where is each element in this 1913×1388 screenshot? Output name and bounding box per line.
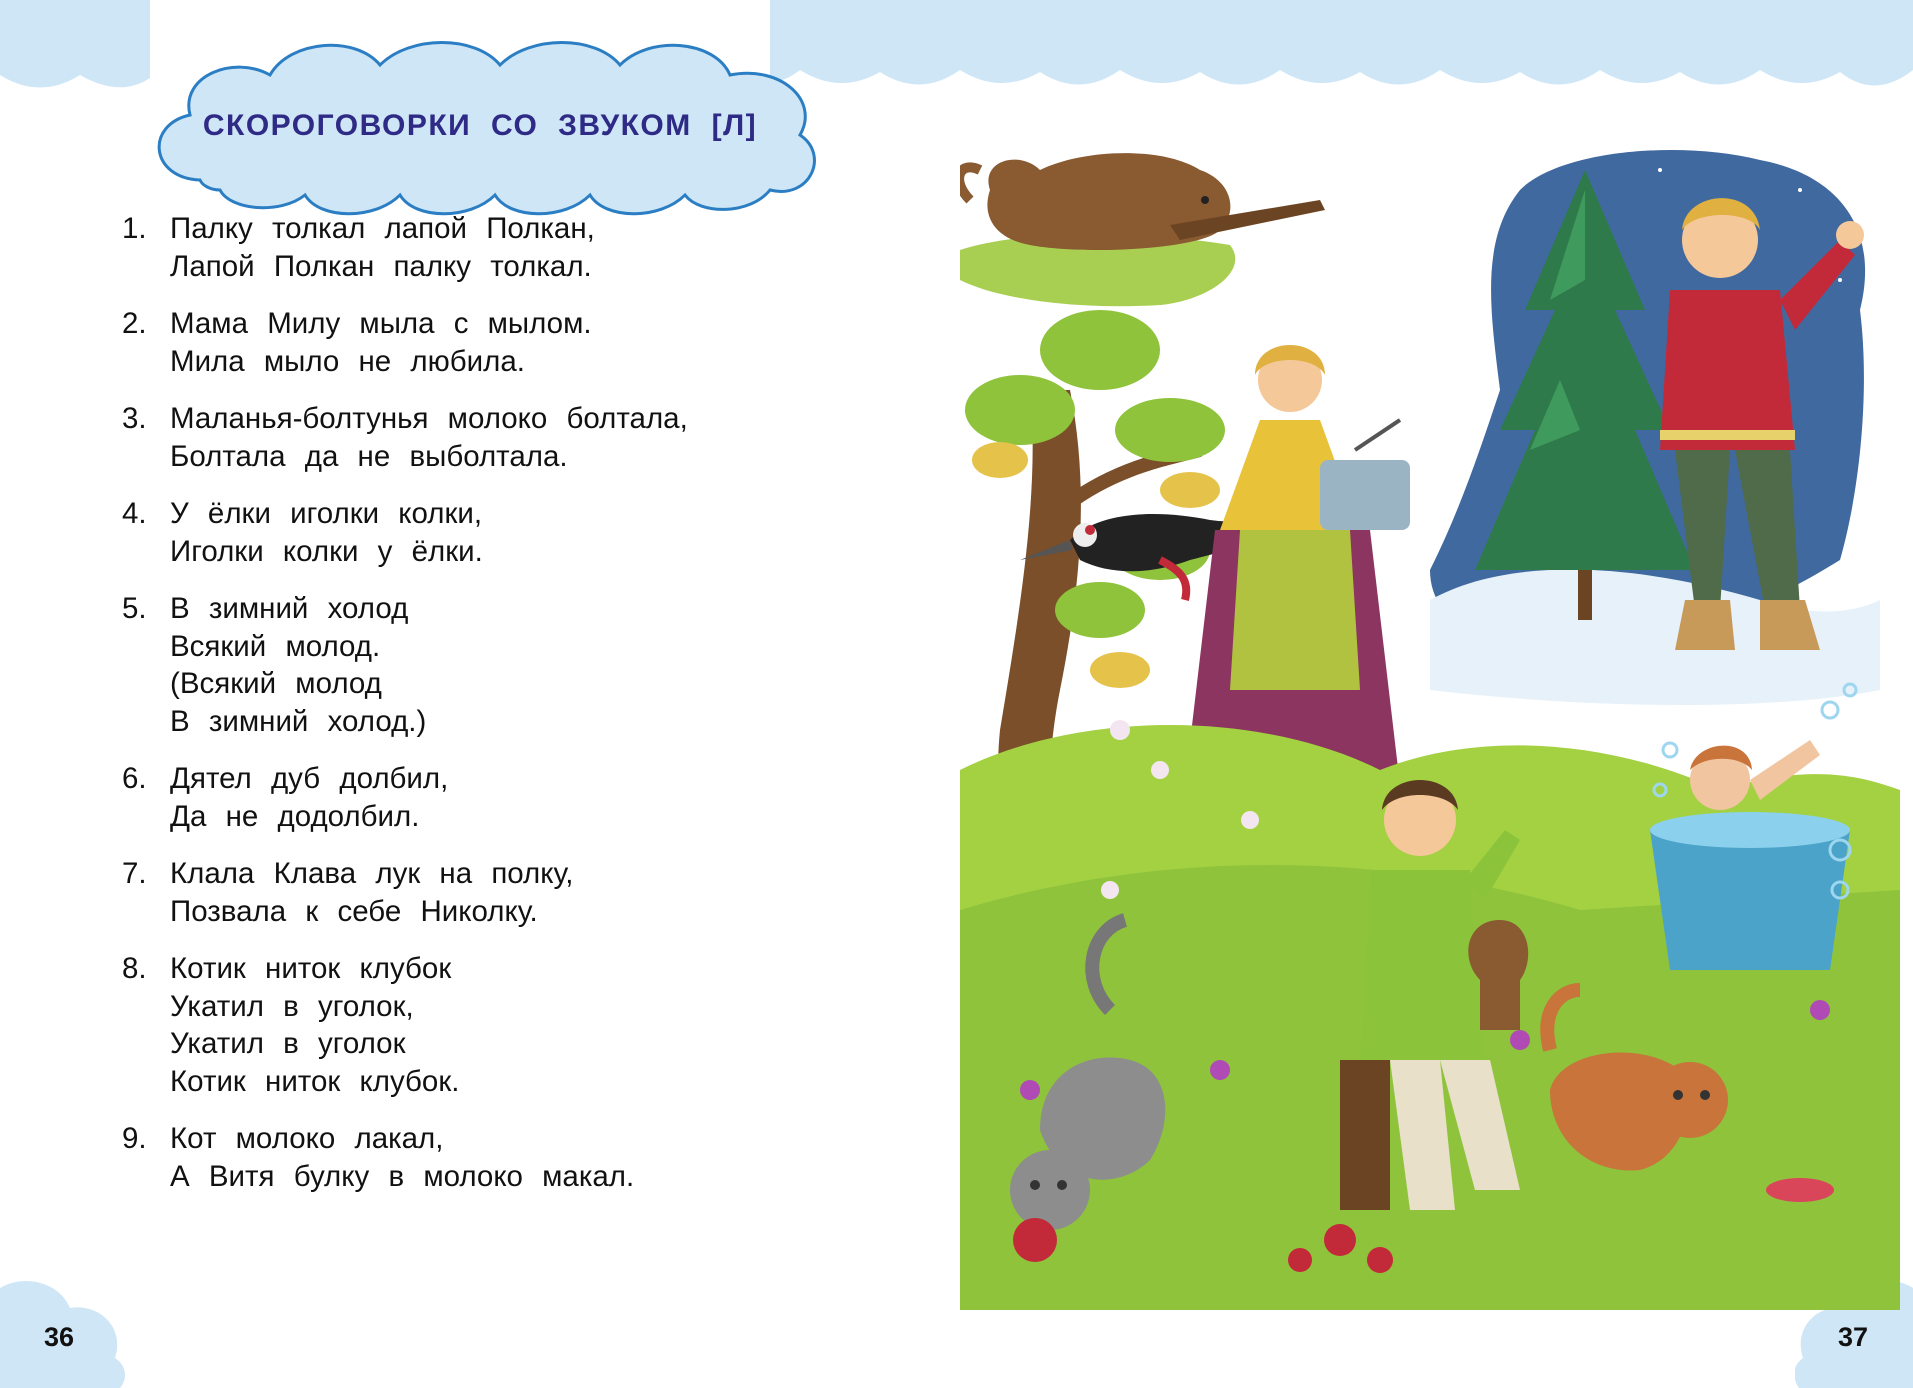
verse-text: Мама Милу мыла с мылом.: [170, 307, 592, 340]
verse-line: [122, 703, 812, 741]
child-in-tub-icon: [1650, 684, 1856, 970]
verse-line: [122, 248, 812, 286]
verse-line: [122, 855, 812, 893]
verse-line: [122, 628, 812, 666]
right-page-number: 37: [1838, 1322, 1869, 1352]
verse-text: Дятел дуб долбил,: [170, 762, 449, 795]
verse-line: [122, 343, 812, 381]
verse-text: Укатил в уголок: [170, 1027, 406, 1060]
verse-line: [122, 305, 812, 343]
verse-line: [122, 400, 812, 438]
verse-8: [122, 950, 812, 1100]
verse-text: В зимний холод: [170, 592, 409, 625]
verse-1: [122, 210, 812, 285]
verse-line: [122, 1158, 812, 1196]
verse-line: [122, 533, 812, 571]
verse-line: [122, 893, 812, 931]
verse-line: [122, 1063, 812, 1101]
verse-number: 4.: [122, 497, 147, 530]
verse-text: Котик ниток клубок.: [170, 1064, 460, 1098]
left-page-number: 36: [44, 1322, 75, 1352]
tongue-twister-list: [122, 210, 812, 1215]
verse-text: Клала Клава лук на полку,: [170, 857, 574, 890]
verse-line: [122, 1120, 812, 1158]
verse-line: [122, 950, 812, 988]
verse-line: [122, 665, 812, 703]
verse-text: Кот молоко лакал,: [170, 1122, 444, 1155]
verse-line: [122, 760, 812, 798]
verse-text: Укатил в уголок,: [170, 989, 414, 1023]
verse-line: [122, 988, 812, 1026]
verse-text: Палку толкал лапой Полкан,: [170, 212, 595, 245]
verse-number: 8.: [122, 952, 147, 985]
verse-line: [122, 1025, 812, 1063]
verse-text: Болтала да не выболтала.: [170, 439, 568, 473]
verse-text: В зимний холод.): [170, 704, 427, 738]
verse-number: 1.: [122, 212, 147, 245]
verse-number: 6.: [122, 762, 147, 795]
verse-line: [122, 590, 812, 628]
verse-line: [122, 438, 812, 476]
dog-icon: [960, 153, 1325, 250]
verse-9: [122, 1120, 812, 1195]
verse-2: [122, 305, 812, 380]
verse-4: [122, 495, 812, 570]
verse-text: А Витя булку в молоко макал.: [170, 1159, 635, 1193]
verse-number: 7.: [122, 857, 147, 890]
verse-text: Лапой Полкан палку толкал.: [170, 249, 592, 283]
verse-text: Позвала к себе Николку.: [170, 894, 538, 928]
dog-on-ledge: [960, 153, 1325, 306]
verse-number: 9.: [122, 1122, 147, 1155]
verse-text: Да не додолбил.: [170, 799, 420, 833]
verse-text: У ёлки иголки колки,: [170, 497, 483, 530]
verse-6: [122, 760, 812, 835]
verse-number: 5.: [122, 592, 147, 625]
verse-number: 3.: [122, 402, 147, 435]
verse-line: [122, 495, 812, 533]
illustration: [960, 130, 1900, 1310]
page-title: СКОРОГОВОРКИ СО ЗВУКОМ [Л]: [202, 109, 758, 142]
verse-text: Котик ниток клубок: [170, 952, 452, 985]
verse-line: [122, 210, 812, 248]
verse-text: (Всякий молод: [170, 667, 382, 700]
verse-text: Всякий молод.: [170, 629, 381, 663]
verse-line: [122, 798, 812, 836]
verse-number: 2.: [122, 307, 147, 340]
verse-text: Маланья-болтунья молоко болтала,: [170, 402, 688, 435]
verse-3: [122, 400, 812, 475]
verse-5: [122, 590, 812, 740]
verse-7: [122, 855, 812, 930]
verse-text: Иголки колки у ёлки.: [170, 534, 483, 568]
verse-text: Мила мыло не любила.: [170, 344, 525, 378]
